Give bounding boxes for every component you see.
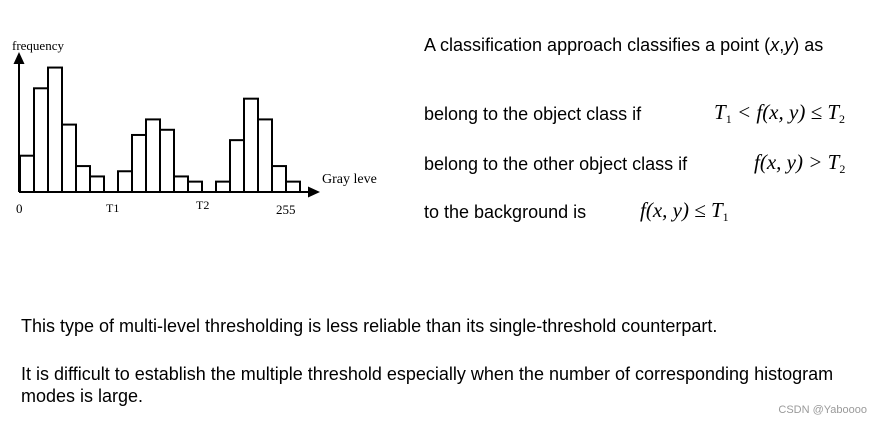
- rule-other-object-class-label: belong to the other object class if: [424, 154, 688, 174]
- histogram-bar: [146, 119, 160, 192]
- condition-object-class: $T_1 < f(x$, $y) \le T_2$: [714, 100, 846, 126]
- condition-background: f(x, $y) \le T_1$: [640, 198, 729, 224]
- histogram-bar: [258, 119, 272, 192]
- condition-other-object-class: f(x, $y) > T_2$: [754, 150, 846, 176]
- tick-labels: [16, 198, 296, 217]
- histogram-bar: [188, 182, 202, 192]
- histogram-bar: [118, 171, 132, 192]
- histogram-bar: [76, 166, 90, 192]
- rule-object-class: [424, 104, 641, 125]
- histogram-bar: [216, 182, 230, 192]
- classification-panel: [424, 34, 864, 224]
- histogram-bar: [132, 135, 146, 192]
- histogram-bar: [34, 88, 48, 192]
- rule-background: [424, 202, 586, 223]
- tick-label-t2: T2: [196, 198, 210, 212]
- rule-object-class-label: belong to the object class if: [424, 104, 642, 124]
- histogram-chart: [0, 0, 400, 230]
- x-axis-label: Gray leve: [322, 172, 377, 187]
- y-axis-label: frequency: [12, 38, 64, 53]
- difficulty-note: It is difficult to establish the multiple threshold especially when the number of corresponding histogram modes is large.: [21, 364, 834, 406]
- intro-text: A classification approach classifies a point (x,y) as: [424, 35, 824, 55]
- histogram-bars: [20, 68, 300, 192]
- rule-other-object-class: [424, 154, 687, 175]
- histogram-bar: [20, 156, 34, 192]
- histogram-bar: [272, 166, 286, 192]
- histogram-bar: [174, 176, 188, 192]
- reliability-note: This type of multi-level thresholding is less reliable than its single-threshold counterpart.: [21, 316, 718, 336]
- y-axis-arrow: [14, 52, 25, 64]
- x-axis-arrow: [308, 187, 320, 198]
- rule-background-label: to the background is: [424, 202, 587, 222]
- histogram-bar: [160, 130, 174, 192]
- histogram-bar: [230, 140, 244, 192]
- tick-label-255: 255: [276, 202, 296, 217]
- histogram-bar: [244, 99, 258, 192]
- tick-label-0: 0: [16, 201, 23, 216]
- histogram-bar: [62, 125, 76, 192]
- tick-label-t1: T1: [106, 201, 120, 215]
- watermark: CSDN @Yaboooo: [778, 404, 867, 416]
- histogram-bar: [48, 68, 62, 192]
- histogram-bar: [286, 182, 300, 192]
- histogram-bar: [90, 176, 104, 192]
